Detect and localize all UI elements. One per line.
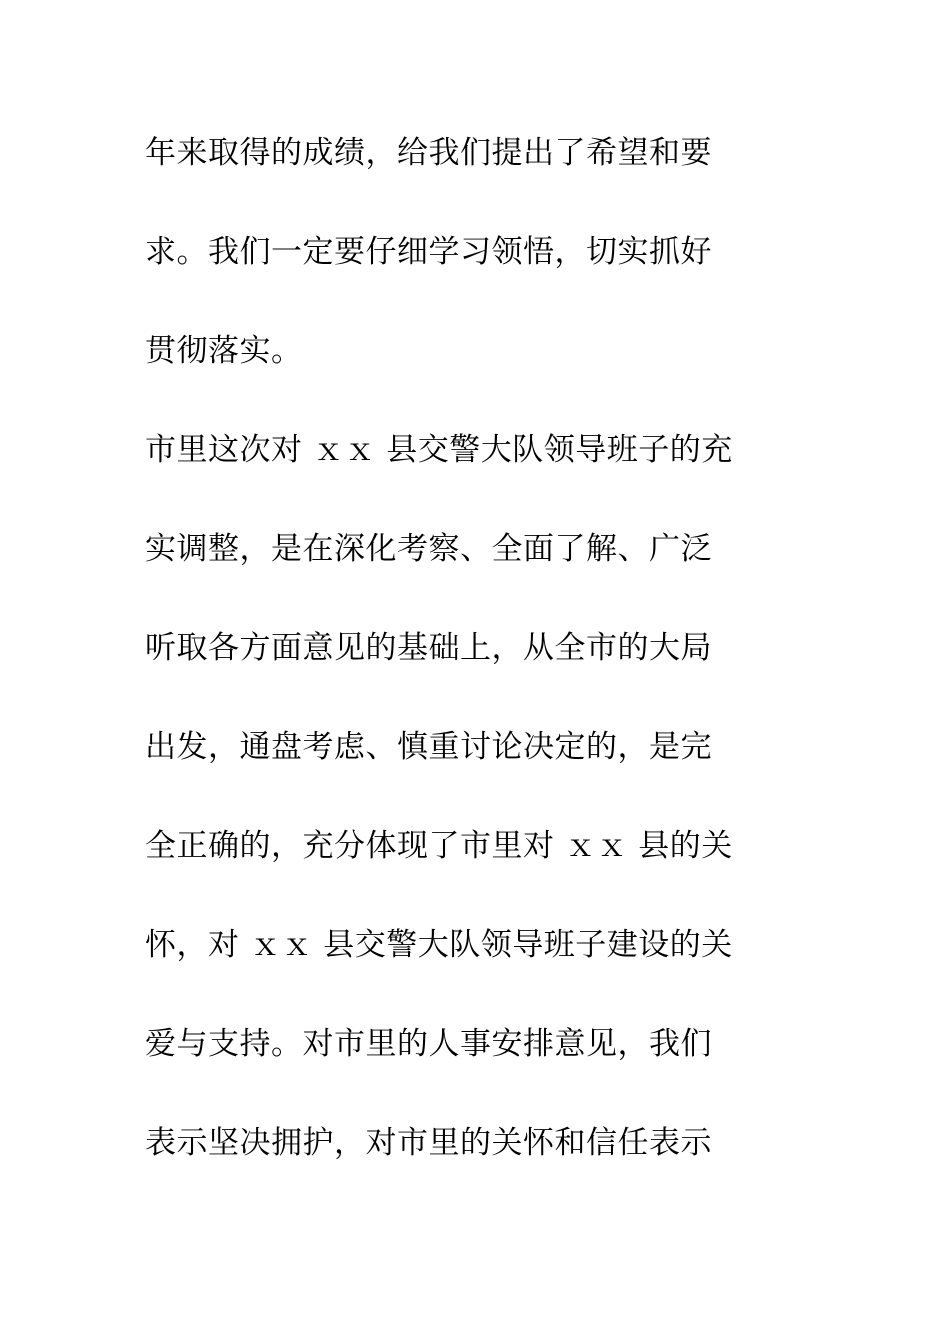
text-line: 听取各方面意见的基础上，从全市的大局 — [145, 630, 712, 666]
text-line: 出发，通盘考虑、慎重讨论决定的，是完 — [145, 729, 712, 765]
text-line: 贯彻落实。 — [145, 333, 303, 369]
text-line: 市里这次对 ｘｘ 县交警大队领导班子的充 — [145, 432, 733, 468]
text-line: 爱与支持。对市里的人事安排意见，我们 — [145, 1026, 712, 1062]
text-line: 实调整，是在深化考察、全面了解、广泛 — [145, 531, 712, 567]
text-line: 怀，对 ｘｘ 县交警大队领导班子建设的关 — [145, 927, 733, 963]
text-line: 表示坚决拥护，对市里的关怀和信任表示 — [145, 1125, 712, 1161]
text-line: 全正确的，充分体现了市里对 ｘｘ 县的关 — [145, 828, 733, 864]
text-line: 求。我们一定要仔细学习领悟，切实抓好 — [145, 234, 712, 270]
text-line: 年来取得的成绩，给我们提出了希望和要 — [145, 135, 712, 171]
